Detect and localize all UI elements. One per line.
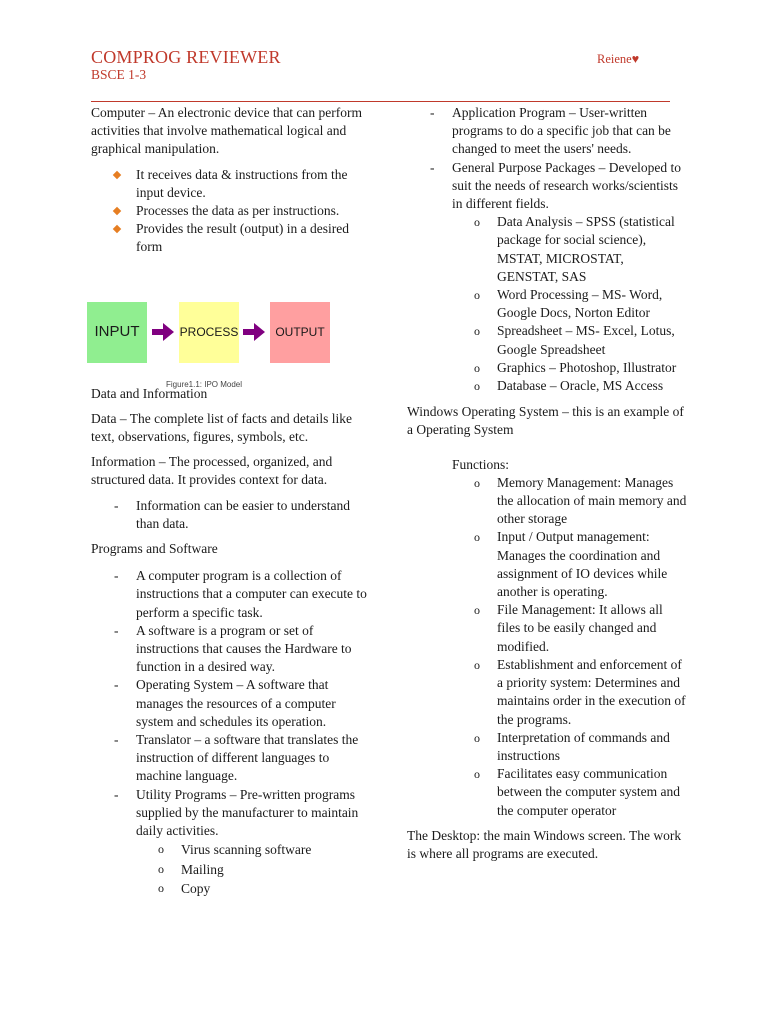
section-heading: Data and Information xyxy=(91,385,208,401)
dash-bullet: - xyxy=(114,568,119,584)
list-item-text: Input / Output management: Manages the coordination and assignment of IO devices while another is operating. xyxy=(497,529,668,600)
dash-bullet: - xyxy=(114,786,119,802)
circle-bullet: o xyxy=(474,475,480,490)
list-item-text: Utility Programs – Pre-written programs supplied by the manufacturer to maintain daily activities. xyxy=(136,786,359,839)
input-box: INPUT xyxy=(87,302,147,363)
list-item xyxy=(474,359,687,377)
circle-bullet: o xyxy=(158,861,164,876)
software-types xyxy=(407,104,687,395)
list-item xyxy=(136,166,371,202)
computer-definition: Computer – An electronic device that can perform activities that involve mathematical logical and graphical manipulation. xyxy=(91,105,363,157)
list-item xyxy=(474,528,687,601)
desktop-text: The Desktop: the main Windows screen. The work is where all programs are executed. xyxy=(407,827,682,861)
dash-bullet: - xyxy=(114,622,119,638)
diamond-bullet-icon xyxy=(113,207,121,215)
list-item xyxy=(158,879,371,899)
list-item-text: Interpretation of commands and instructions xyxy=(497,729,670,763)
section-heading: Programs and Software xyxy=(91,541,218,557)
package-list xyxy=(452,213,687,395)
list-item-text: Information can be easier to understand than data. xyxy=(136,497,351,531)
diamond-bullet-icon xyxy=(113,170,121,178)
list-item xyxy=(474,213,687,286)
list-item xyxy=(474,286,687,322)
dash-bullet: - xyxy=(430,105,435,120)
process-box: PROCESS xyxy=(179,302,239,363)
list-item-text: Facilitates easy communication between the computer system and the computer operator xyxy=(497,766,680,818)
dash-bullet: - xyxy=(430,159,435,175)
list-item xyxy=(474,765,687,820)
list-item xyxy=(136,220,371,256)
programs-points xyxy=(91,567,371,899)
circle-bullet: o xyxy=(158,881,164,896)
list-item-text: Graphics – Photoshop, Illustrator xyxy=(497,359,677,375)
list-item xyxy=(430,104,687,159)
list-item xyxy=(114,731,371,786)
circle-bullet: o xyxy=(474,288,480,303)
circle-bullet: o xyxy=(474,730,480,745)
list-item-text: Processes the data as per instructions. xyxy=(136,203,340,219)
diamond-bullet-icon xyxy=(113,225,121,233)
list-item-text: Database – Oracle, MS Access xyxy=(497,378,664,394)
list-item xyxy=(114,676,371,731)
list-item-text: Translator – a software that translates the instruction of different languages to machine language. xyxy=(136,732,359,784)
windows-os-text: Windows Operating System – this is an example of a Operating System xyxy=(407,404,684,438)
list-item-text: Copy xyxy=(181,881,211,897)
data-definition: Data – The complete list of facts and details like text, observations, figures, symbols, etc. xyxy=(91,410,353,445)
list-item-text: Data Analysis – SPSS (statistical package for social science), xyxy=(497,214,675,248)
list-item xyxy=(114,786,371,899)
document-title: COMPROG REVIEWER xyxy=(91,47,281,67)
circle-bullet: o xyxy=(474,530,480,545)
computer-points xyxy=(91,166,371,257)
arrow-right-icon xyxy=(152,323,174,341)
circle-bullet: o xyxy=(474,324,480,339)
circle-bullet: o xyxy=(474,360,480,375)
header-rule xyxy=(91,101,670,102)
circle-bullet: o xyxy=(474,379,480,394)
list-item-text: Virus scanning software xyxy=(181,842,312,858)
circle-bullet: o xyxy=(474,657,480,672)
list-item xyxy=(430,159,687,396)
arrow-right-icon xyxy=(243,323,265,341)
dash-bullet: - xyxy=(114,677,119,693)
list-item-text: Mailing xyxy=(181,861,224,877)
list-item xyxy=(158,860,371,880)
circle-bullet: o xyxy=(474,603,480,618)
output-box: OUTPUT xyxy=(270,302,330,363)
list-item-text: Provides the result (output) in a desired form xyxy=(136,221,349,255)
list-item-text: General Purpose Packages – Developed to suit the needs of research works/scientists in different fields. xyxy=(452,159,682,212)
functions-list xyxy=(407,474,687,820)
dash-bullet: - xyxy=(114,732,119,748)
list-item-text: Word Processing – MS- Word, Google Docs, Norton Editor xyxy=(497,287,663,321)
author-name: Reiene♥ xyxy=(597,52,640,66)
figure-caption: Figure1.1: IPO Model xyxy=(166,379,243,389)
list-item xyxy=(474,656,687,729)
list-item-text: A software is a program or set of instructions that causes the Hardware to function in a desired way. xyxy=(136,622,352,675)
list-item xyxy=(474,729,687,765)
dash-bullet: - xyxy=(114,497,119,513)
utility-examples xyxy=(136,840,371,899)
list-item-text: A computer program is a collection of instructions that a computer can execute to perform a specific task. xyxy=(136,568,367,620)
circle-bullet: o xyxy=(474,215,480,230)
list-item xyxy=(114,497,371,533)
right-column xyxy=(407,104,687,870)
information-definition: Information – The processed, organized, and structured data. It provides context for data. xyxy=(91,454,333,488)
ipo-figure xyxy=(87,281,337,389)
list-item-text: Application Program – User-written programs to do a specific job that can be changed to meet the users' needs. xyxy=(452,105,671,157)
list-item xyxy=(474,601,687,656)
document-subtitle: BSCE 1-3 xyxy=(91,67,147,82)
list-item-text: Establishment and enforcement of a priority system: Determines and maintains order in the execution of the programs. xyxy=(497,656,686,727)
list-item xyxy=(474,377,687,395)
list-item-text: Spreadsheet – MS- Excel, Lotus, Google Spreadsheet xyxy=(497,323,675,357)
list-item xyxy=(114,622,371,677)
left-column xyxy=(91,104,371,906)
circle-bullet: o xyxy=(158,842,164,857)
list-item-text: Operating System – A software that manages the resources of a computer system and schedules its operation. xyxy=(136,677,336,729)
list-item-text: Memory Management: Manages the allocation of main memory and other storage xyxy=(497,474,687,527)
list-item-text: MSTAT, MICROSTAT, GENSTAT, SAS xyxy=(497,250,624,284)
list-item xyxy=(136,202,371,220)
list-item-text: It receives data & instructions from the input device. xyxy=(136,166,348,200)
list-item xyxy=(114,567,371,622)
list-item xyxy=(158,840,371,860)
information-points xyxy=(91,497,371,533)
circle-bullet: o xyxy=(474,767,480,782)
list-item xyxy=(474,474,687,529)
functions-label: Functions: xyxy=(452,456,510,472)
list-item-text: File Management: It allows all files to be easily changed and modified. xyxy=(497,602,663,654)
list-item xyxy=(474,322,687,358)
